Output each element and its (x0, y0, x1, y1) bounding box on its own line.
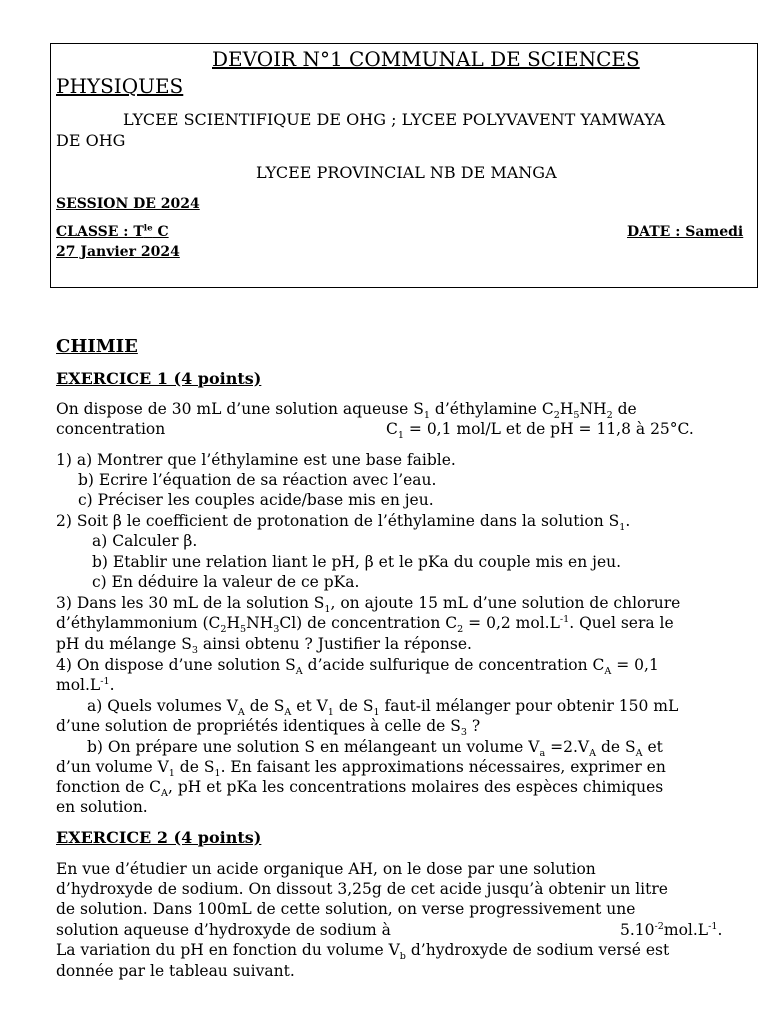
title-line-2: PHYSIQUES (56, 74, 184, 98)
ex1-q4b-line-3: fonction de $C_A$, pH et pKa les concentrations molaires des espèces chimiques (56, 778, 664, 800)
ex2-line-4b: $5.10^{-2}mol.L^{-1}$. (620, 920, 723, 939)
schools-line-3: LYCEE PROVINCIAL NB DE MANGA (256, 163, 557, 182)
ex1-q1a: 1) a) Montrer que l’éthylamine est une base faible. (56, 451, 456, 469)
ex1-q4b-line-4: en solution. (56, 798, 148, 816)
exercise-2-title: EXERCICE 2 (4 points) (56, 828, 262, 847)
date-value: 27 Janvier 2024 (56, 244, 180, 260)
exercise-1-title: EXERCICE 1 (4 points) (56, 369, 262, 388)
ex1-q2c: c) En déduire la valeur de ce pKa. (92, 573, 360, 591)
classe-label: CLASSE : $T^{le}$ C (56, 223, 169, 240)
ex1-q2a: a) Calculer β. (92, 532, 198, 550)
ex1-q4a-line-2: d’une solution de propriétés identiques à celle de $S_3$ ? (56, 717, 481, 739)
ex2-line-3: de solution. Dans 100mL de cette solution, on verse progressivement une (56, 900, 636, 918)
ex1-q3-line-1: 3) Dans les 30 mL de la solution $S_1$, on ajoute 15 mL d’une solution de chlorure (56, 594, 681, 616)
ex1-q4a-line-1: a) Quels volumes $V_A$ de $S_A$ et $V_1$ de $S_1$ faut-il mélanger pour obtenir 150 mL (87, 697, 679, 719)
ex1-q3-line-3: pH du mélange $S_3$ ainsi obtenu ? Justifier la réponse. (56, 635, 472, 657)
ex1-q2b: b) Etablir une relation liant le pH, β et le pKa du couple mis en jeu. (92, 553, 622, 571)
ex1-q3-line-2: d’éthylammonium $(C_2H_5NH_3Cl)$ de concentration $C_2 = 0,2$ $mol.L^{-1}$. Quel sera le (56, 613, 674, 636)
section-title: CHIMIE (56, 336, 138, 357)
ex2-line-4a: solution aqueuse d’hydroxyde de sodium à (56, 921, 391, 939)
ex1-q4b-line-1: b) On prépare une solution S en mélangeant un volume $V_a =2.V_A$ de $S_A$ et (87, 738, 663, 760)
ex2-line-6: donnée par le tableau suivant. (56, 962, 295, 980)
ex1-intro-line-2a: concentration (56, 420, 166, 438)
ex1-q4-line-2: $mol.L^{-1}$. (56, 675, 115, 694)
schools-line-1: LYCEE SCIENTIFIQUE DE OHG ; LYCEE POLYVAVENT YAMWAYA (123, 110, 666, 129)
session-label: SESSION DE 2024 (56, 196, 200, 212)
ex2-line-5: La variation du pH en fonction du volume $V_b$ d’hydroxyde de sodium versé est (56, 941, 670, 963)
ex1-intro-line-1: On dispose de 30 mL d’une solution aqueuse $S_1$ d’éthylamine $C_2H_5NH_2$ de (56, 400, 637, 422)
ex2-line-2: d’hydroxyde de sodium. On dissout 3,25g de cet acide jusqu’à obtenir un litre (56, 880, 668, 898)
ex1-q2: 2) Soit β le coefficient de protonation de l’éthylamine dans la solution $S_1$. (56, 512, 631, 534)
ex1-q1b: b) Ecrire l’équation de sa réaction avec l’eau. (78, 471, 437, 489)
ex1-q4-line-1: 4) On dispose d’une solution $S_A$ d’acide sulfurique de concentration $C_A = 0,1$ (56, 656, 659, 678)
date-label: DATE : Samedi (627, 224, 744, 240)
ex1-q1c: c) Préciser les couples acide/base mis en jeu. (78, 491, 434, 509)
ex2-line-1: En vue d’étudier un acide organique AH, on le dose par une solution (56, 860, 596, 878)
ex1-q4b-line-2: d’un volume $V_1$ de $S_1$. En faisant les approximations nécessaires, exprimer en (56, 758, 666, 780)
title-line-1: DEVOIR N°1 COMMUNAL DE SCIENCES (212, 47, 640, 71)
schools-line-2: DE OHG (56, 131, 126, 150)
ex1-intro-line-2b: $C_1 = 0,1$ mol/L et de pH = 11,8 à 25°C. (386, 420, 694, 442)
